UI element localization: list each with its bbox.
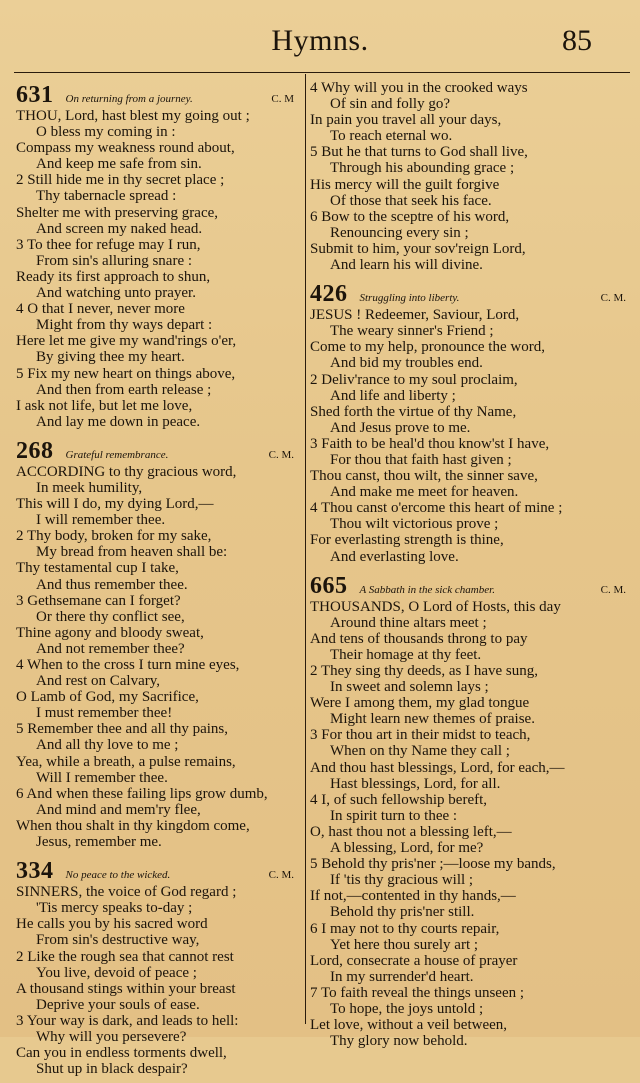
hymn-line: And not remember thee?	[36, 640, 185, 657]
hymn-line: Thou canst, thou wilt, the sinner save,	[310, 468, 538, 485]
hymn-line: O, hast thou not a blessing left,—	[310, 823, 512, 840]
hymn-line: Shut up in black despair?	[36, 1061, 188, 1078]
hymn-line: You live, devoid of peace ;	[36, 964, 197, 981]
hymn	[310, 281, 630, 571]
hymn-line: 3 To thee for refuge may I run,	[16, 236, 201, 253]
page-number: 85	[562, 24, 592, 57]
hymn-line: And keep me safe from sin.	[36, 156, 202, 173]
hymn-meter: C. M.	[600, 583, 626, 596]
header-rule	[14, 72, 630, 73]
hymn-line: 2 Like the rough sea that cannot rest	[16, 948, 234, 965]
hymn-line: JESUS ! Redeemer, Saviour, Lord,	[310, 307, 520, 324]
hymn-line: Shelter me with preserving grace,	[16, 204, 219, 221]
hymn-line: Let love, without a veil between,	[310, 1017, 508, 1034]
hymn-line: When thou shalt in thy kingdom come,	[16, 817, 250, 834]
hymn-line: From sin's alluring snare :	[36, 252, 193, 269]
hymn-heading	[310, 281, 630, 307]
hymn-line: 2 Still hide me in thy secret place ;	[16, 172, 225, 189]
hymn-line: Thy glory now behold.	[330, 1033, 468, 1050]
hymn-line: Renouncing every sin ;	[330, 224, 469, 241]
hymn-line: And screen my naked head.	[36, 220, 203, 237]
hymn-line: 3 Gethsemane can I forget?	[16, 592, 181, 609]
hymn-line: If 'tis thy gracious will ;	[330, 872, 474, 889]
hymn-line: Jesus, remember me.	[36, 834, 162, 851]
hymn-line: Or there thy conflict see,	[36, 608, 185, 625]
hymn	[16, 82, 298, 436]
hymn-line: Of those that seek his face.	[330, 192, 492, 209]
hymn-line: And watching unto prayer.	[36, 285, 196, 302]
hymn-line: If not,—contented in thy hands,—	[310, 888, 516, 905]
page-header	[0, 0, 640, 75]
hymn-line: ACCORDING to thy gracious word,	[16, 463, 237, 480]
hymn-line: A thousand stings within your breast	[16, 980, 236, 997]
hymn-title: No peace to the wicked.	[65, 869, 171, 882]
hymn-line: I must remember thee!	[36, 705, 173, 722]
hymn-line: Deprive your souls of ease.	[36, 996, 200, 1013]
hymn-line: 2 Deliv'rance to my soul proclaim,	[310, 371, 518, 388]
hymn-meter: C. M	[271, 93, 294, 105]
hymn-line: 2 They sing thy deeds, as I have sung,	[310, 663, 539, 679]
hymn-line: In pain you travel all your days,	[310, 112, 502, 129]
hymn-line: Their homage at thy feet.	[330, 646, 482, 663]
hymn-line: Might from thy ways depart :	[36, 317, 213, 334]
hymn-line: Yet here thou surely art ;	[330, 936, 479, 953]
hymn-line: Here let me give my wand'rings o'er,	[16, 333, 237, 350]
hymn-title: On returning from a journey.	[65, 93, 193, 105]
hymn-line: Hast blessings, Lord, for all.	[330, 775, 501, 792]
hymn-line: Will I remember thee.	[36, 769, 168, 786]
hymn-line: From sin's destructive way,	[36, 932, 200, 949]
hymn-line: In my surrender'd heart.	[330, 968, 474, 985]
hymn-line: O Lamb of God, my Sacrifice,	[16, 689, 199, 706]
hymn-line: Shed forth the virtue of thy Name,	[310, 403, 517, 420]
hymn-line: A blessing, Lord, for me?	[330, 840, 484, 857]
hymn-line: Were I among them, my glad tongue	[310, 695, 530, 712]
hymn-line: 4 Thou canst o'ercome this heart of mine ;	[310, 500, 563, 517]
hymn	[16, 858, 298, 1083]
hymn-line: Compass my weakness round about,	[16, 140, 235, 157]
hymn	[310, 573, 630, 1056]
hymn-line: And all thy love to me ;	[36, 737, 179, 754]
hymn-line: Through his abounding grace ;	[330, 160, 515, 177]
hymn-number: 334	[16, 858, 54, 885]
hymn-line: For thou that faith hast given ;	[330, 451, 512, 468]
hymn-line: To hope, the joys untold ;	[330, 1000, 484, 1017]
column-divider	[305, 74, 306, 1024]
hymn-line: Thine agony and bloody sweat,	[16, 624, 204, 641]
hymn-line: In meek humility,	[36, 479, 143, 496]
hymn-number: 268	[16, 437, 54, 464]
hymn-line: And learn his will divine.	[330, 257, 483, 274]
hymn-line: SINNERS, the voice of God regard ;	[16, 884, 237, 901]
hymn-line: Come to my help, pronounce the word,	[310, 339, 545, 356]
hymn-line: 3 Your way is dark, and leads to hell:	[16, 1012, 239, 1029]
hymn-meter: C. M.	[268, 448, 294, 461]
hymn-line: And thus remember thee.	[36, 576, 188, 593]
hymn-heading	[16, 438, 298, 464]
page-title: Hymns.	[271, 24, 369, 57]
hymn-line: Of sin and folly go?	[330, 96, 450, 113]
hymn-line: Thy testamental cup I take,	[16, 560, 179, 577]
hymn-line: 'Tis mercy speaks to-day ;	[36, 900, 193, 917]
hymn-heading	[310, 573, 630, 599]
hymn-line: THOU, Lord, hast blest my going out ;	[16, 108, 250, 124]
left-column	[16, 80, 298, 1083]
hymn-line: This will I do, my dying Lord,—	[16, 496, 214, 513]
hymn-line: 4 I, of such fellowship bereft,	[310, 791, 488, 808]
hymn-line: In spirit turn to thee :	[330, 807, 458, 824]
hymn-line: In sweet and solemn lays ;	[330, 679, 489, 696]
hymn-line: O bless my coming in :	[36, 124, 176, 141]
hymn-line: And tens of thousands throng to pay	[310, 630, 528, 647]
hymn-line: 6 And when these failing lips grow dumb,	[16, 785, 268, 802]
hymn-line: Might learn new themes of praise.	[330, 711, 535, 728]
hymn-line: And lay me down in peace.	[36, 413, 201, 430]
hymn-line: And rest on Calvary,	[36, 673, 160, 690]
hymn-line: And everlasting love.	[330, 548, 459, 565]
hymn-meter: C. M.	[600, 292, 626, 305]
hymn-line: Lord, consecrate a house of prayer	[310, 952, 518, 969]
hymn-line: 5 But he that turns to God shall live,	[310, 144, 528, 161]
hymn-line: To reach eternal wo.	[330, 128, 453, 145]
hymn-line: The weary sinner's Friend ;	[330, 323, 494, 340]
hymn-line: By giving thee my heart.	[36, 349, 185, 366]
hymn	[310, 80, 630, 279]
hymn-heading	[16, 82, 298, 108]
hymn-line: 3 Faith to be heal'd thou know'st I have,	[310, 435, 550, 452]
hymn-title: Grateful remembrance.	[65, 448, 169, 461]
hymn-line: And thou hast blessings, Lord, for each,—	[310, 759, 565, 776]
hymn-line: He calls you by his sacred word	[16, 916, 208, 933]
hymn-line: Behold thy pris'ner still.	[330, 904, 475, 921]
hymn	[16, 438, 298, 856]
hymn-line: 4 Why will you in the crooked ways	[310, 80, 528, 96]
hymn-line: 3 For thou art in their midst to teach,	[310, 727, 531, 744]
hymn-line: 5 Remember thee and all thy pains,	[16, 721, 229, 738]
right-column	[310, 80, 630, 1055]
hymn-line: Thy tabernacle spread :	[36, 188, 177, 205]
hymn-line: And mind and mem'ry flee,	[36, 801, 201, 818]
hymn-line: I will remember thee.	[36, 512, 166, 529]
hymn-line: When on thy Name they call ;	[330, 743, 510, 760]
hymn-line: Around thine altars meet ;	[330, 614, 487, 631]
hymn-number: 426	[310, 281, 348, 308]
hymn-heading	[16, 858, 298, 884]
hymn-title: A Sabbath in the sick chamber.	[359, 583, 495, 596]
hymn-line: 5 Behold thy pris'ner ;—loose my bands,	[310, 856, 556, 873]
hymn-title: Struggling into liberty.	[359, 292, 460, 305]
hymn-line: Submit to him, your sov'reign Lord,	[310, 240, 526, 257]
hymn-line: 6 Bow to the sceptre of his word,	[310, 208, 510, 225]
hymn-line: Why will you persevere?	[36, 1028, 187, 1045]
hymn-line: 7 To faith reveal the things unseen ;	[310, 984, 525, 1001]
hymn-line: Yea, while a breath, a pulse remains,	[16, 753, 236, 770]
hymn-line: And bid my troubles end.	[330, 355, 483, 372]
hymn-line: For everlasting strength is thine,	[310, 532, 504, 549]
hymn-line: 4 When to the cross I turn mine eyes,	[16, 657, 240, 673]
hymn-number: 631	[16, 82, 54, 108]
hymn-line: Ready its first approach to shun,	[16, 268, 211, 285]
hymn-line: THOUSANDS, O Lord of Hosts, this day	[310, 598, 561, 615]
hymn-line: My bread from heaven shall be:	[36, 544, 228, 561]
hymn-line: Thou wilt victorious prove ;	[330, 516, 499, 533]
hymn-number: 665	[310, 572, 348, 599]
hymn-line: Can you in endless torments dwell,	[16, 1045, 227, 1062]
hymn-line: And life and liberty ;	[330, 387, 456, 404]
hymn-line: 2 Thy body, broken for my sake,	[16, 528, 212, 545]
hymn-line: And Jesus prove to me.	[330, 419, 471, 436]
hymn-line: I ask not life, but let me love,	[16, 397, 193, 414]
hymn-meter: C. M.	[268, 869, 294, 882]
hymn-line: 6 I may not to thy courts repair,	[310, 920, 500, 937]
hymn-line: 4 O that I never, never more	[16, 301, 185, 318]
hymn-line: And then from earth release ;	[36, 381, 212, 398]
hymn-line: His mercy will the guilt forgive	[310, 176, 500, 193]
hymn-line: 5 Fix my new heart on things above,	[16, 365, 236, 382]
hymn-line: And make me meet for heaven.	[330, 484, 519, 501]
